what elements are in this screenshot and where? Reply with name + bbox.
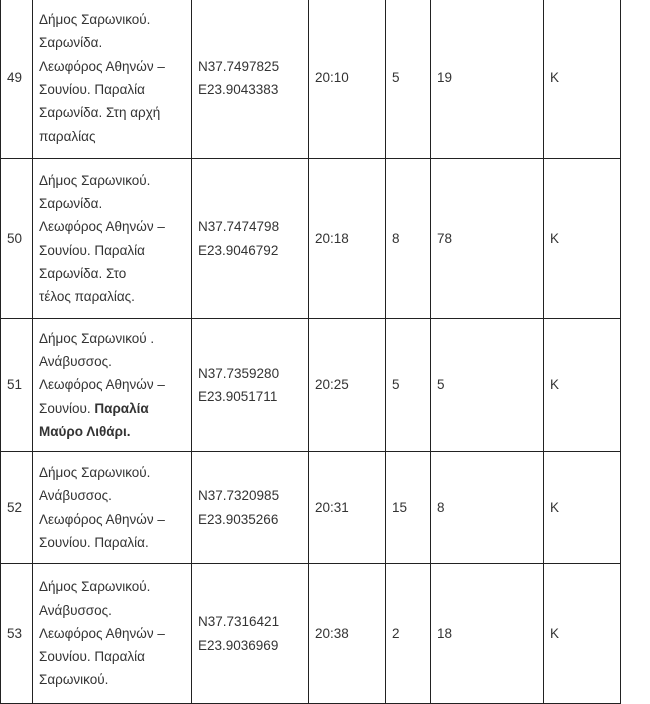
location-line: Λεωφόρος Αθηνών – [39, 625, 165, 641]
location-cell [33, 159, 192, 319]
location-line: Λεωφόρος Αθηνών – [39, 58, 165, 74]
beach-name-bold: Παραλία [94, 400, 149, 416]
location-line: Σαρωνίδα. [39, 35, 103, 51]
location-line: Σουνίου. Παραλία [39, 649, 145, 665]
row-number: 53 [1, 564, 33, 704]
location-line: Σουνίου. Παραλία [39, 82, 145, 97]
coord-east: E23.9046792 [198, 242, 279, 258]
coordinates-cell [192, 452, 309, 564]
table-row [1, 159, 621, 319]
coordinates-cell [192, 319, 309, 452]
row-number: 50 [1, 159, 33, 319]
coordinates-cell [192, 0, 309, 159]
table-row [1, 564, 621, 704]
value-a-cell: 2 [386, 564, 431, 704]
time-cell: 20:38 [309, 564, 386, 704]
coord-north: N37.7497825 [198, 58, 280, 74]
value-a-cell: 8 [386, 159, 431, 319]
table-row [1, 319, 621, 452]
location-cell [33, 564, 192, 704]
location-line: Ανάβυσσος. [39, 488, 112, 504]
coord-east: E23.9051711 [198, 389, 278, 404]
location-cell [33, 0, 192, 159]
location-line: Δήμος Σαρωνικού. [39, 172, 151, 188]
location-line: Σουνίου. Παραλία. [39, 534, 149, 550]
value-b-cell: 19 [431, 0, 544, 159]
location-cell [33, 319, 192, 452]
time-cell: 20:31 [309, 452, 386, 564]
value-c-cell: K [544, 0, 621, 159]
value-a-cell: 5 [386, 0, 431, 159]
coord-north: N37.7320985 [198, 488, 280, 504]
location-text: Σουνίου. [39, 400, 95, 416]
coord-north: N37.7316421 [198, 614, 280, 630]
location-line: Δήμος Σαρωνικού. [39, 12, 151, 28]
time-cell: 20:18 [309, 159, 386, 319]
row-number: 52 [1, 452, 33, 564]
location-line: Σαρωνίδα. Στο [39, 265, 127, 281]
value-a-cell: 5 [386, 319, 431, 452]
value-b-cell: 8 [431, 452, 544, 564]
location-line: Δήμος Σαρωνικού . [39, 330, 155, 346]
coord-east: E23.9043383 [198, 82, 279, 97]
beach-name-bold: Μαύρο Λιθάρι. [39, 423, 131, 439]
value-b-cell: 78 [431, 159, 544, 319]
value-b-cell: 5 [431, 319, 544, 452]
table-row [1, 0, 621, 159]
location-line: Ανάβυσσος. [39, 602, 112, 618]
coord-north: N37.7474798 [198, 219, 280, 235]
value-c-cell: K [544, 159, 621, 319]
coord-east: E23.9036969 [198, 637, 279, 653]
location-line: Σουνίου. Παραλία [39, 242, 145, 258]
location-line: Λεωφόρος Αθηνών – [39, 377, 165, 393]
location-line: Σαρωνικού. [39, 672, 109, 688]
value-c-cell: K [544, 564, 621, 704]
time-cell: 20:10 [309, 0, 386, 159]
location-cell [33, 452, 192, 564]
location-line: τέλος παραλίας. [39, 289, 135, 305]
coord-east: E23.9035266 [198, 511, 279, 527]
value-a-cell: 15 [386, 452, 431, 564]
location-line: Δήμος Σαρωνικού. [39, 579, 151, 595]
value-b-cell: 18 [431, 564, 544, 704]
row-number: 49 [1, 0, 33, 159]
time-cell: 20:25 [309, 319, 386, 452]
value-c-cell: K [544, 319, 621, 452]
location-line: Σαρωνίδα. Στη αρχή [39, 105, 161, 121]
coord-north: N37.7359280 [198, 365, 280, 381]
location-line: Σαρωνίδα. [39, 195, 103, 211]
coordinates-cell [192, 159, 309, 319]
coordinates-cell [192, 564, 309, 704]
value-c-cell: K [544, 452, 621, 564]
row-number: 51 [1, 319, 33, 452]
location-line: Λεωφόρος Αθηνών – [39, 511, 165, 527]
location-line: παραλίας [39, 128, 96, 144]
location-line: Λεωφόρος Αθηνών – [39, 219, 165, 235]
location-line: Δήμος Σαρωνικού. [39, 464, 151, 480]
location-line [39, 397, 185, 420]
table-row [1, 452, 621, 564]
location-line: Ανάβυσσος. [39, 354, 112, 370]
